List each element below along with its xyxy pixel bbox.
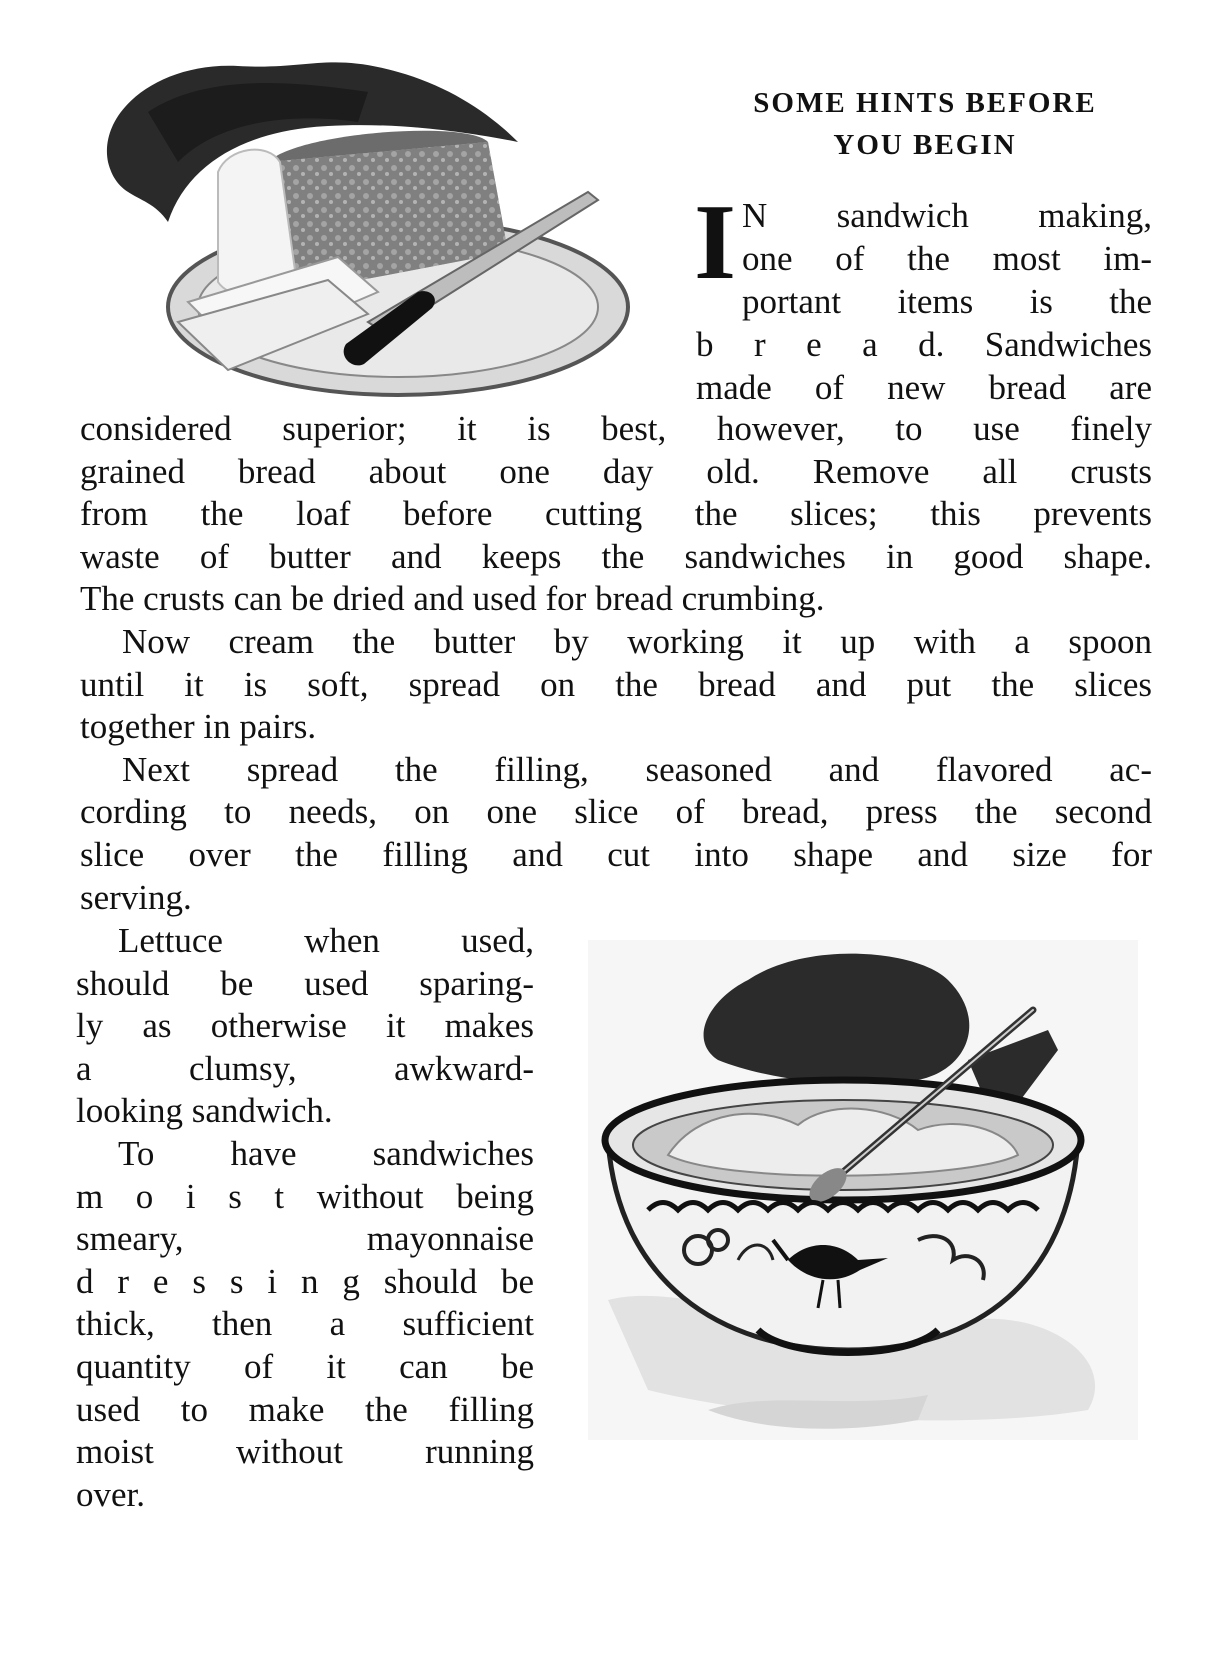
body-line: grained bread about one day old. Remove all crusts (80, 451, 1152, 491)
body-line: smeary, mayonnaise (76, 1219, 534, 1259)
intro-line: b r e a d. Sandwiches (696, 325, 1152, 364)
body-line: ly as otherwise it makes (76, 1006, 534, 1046)
body-line: used to make the filling (76, 1389, 534, 1429)
body-line: together in pairs. (80, 707, 317, 747)
body-line: To have sandwiches (118, 1133, 534, 1173)
drop-cap: I (694, 183, 737, 302)
body-line: a clumsy, awkward- (76, 1048, 534, 1088)
body-line: cording to needs, on one slice of bread, press the second (80, 792, 1152, 832)
heading-line-1: SOME HINTS BEFORE (753, 87, 1097, 119)
body-line: quantity of it can be (76, 1346, 534, 1386)
body-line: should be used sparing- (76, 963, 534, 1003)
body-line: Next spread the filling, seasoned and flavored ac- (122, 749, 1152, 789)
section-heading (690, 82, 1160, 166)
body-line: slice over the filling and cut into shape and size for (80, 834, 1152, 874)
body-line: serving. (80, 877, 192, 917)
intro-paragraph (694, 183, 1152, 409)
mixing-bowl-illustration (588, 940, 1138, 1480)
body-text-left-column (76, 920, 534, 1516)
intro-line: one of the most im- (742, 239, 1152, 278)
intro-line: N sandwich making, (742, 196, 1152, 235)
heading-line-2: YOU BEGIN (833, 129, 1017, 161)
body-text-full-width (80, 408, 1152, 919)
intro-line: made of new bread are (696, 368, 1152, 407)
body-line: looking sandwich. (76, 1091, 333, 1131)
body-line: d r e s s i n g should be (76, 1261, 534, 1301)
body-line: Now cream the butter by working it up with a spoon (122, 621, 1152, 661)
body-line: m o i s t without being (76, 1176, 534, 1216)
body-line: The crusts can be dried and used for bread crumbing. (80, 579, 825, 619)
body-line: considered superior; it is best, however, to use finely (80, 409, 1152, 448)
body-line: waste of butter and keeps the sandwiches in good shape. (80, 536, 1152, 576)
bread-loaf-illustration (68, 52, 658, 412)
body-line: from the loaf before cutting the slices; this prevents (80, 494, 1152, 534)
body-line: over. (76, 1474, 146, 1514)
body-line: moist without running (76, 1432, 534, 1472)
body-line: until it is soft, spread on the bread and put the slices (80, 664, 1152, 704)
intro-line: portant items is the (742, 282, 1152, 321)
body-line: Lettuce when used, (118, 921, 534, 960)
body-line: thick, then a sufficient (76, 1304, 534, 1344)
